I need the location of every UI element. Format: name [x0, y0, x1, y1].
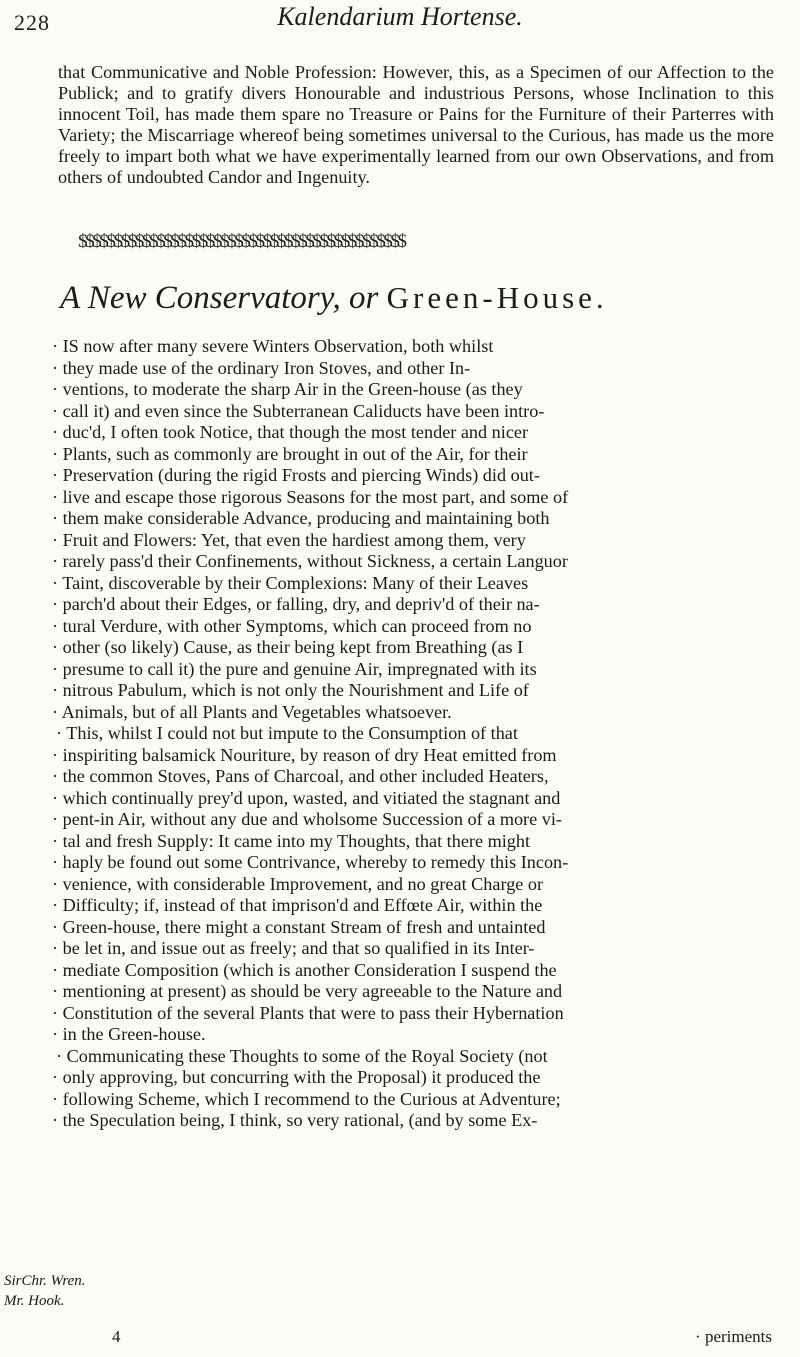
text-line: · nitrous Pabulum, which is not only the Nourishment and Life of: [52, 680, 529, 700]
catchword: · periments: [695, 1327, 772, 1346]
ornament-rule: $$$$$$$$$$$$$$$$$$$$$$$$$$$$$$$$$$$$$$$$$$$$$$: [78, 231, 405, 252]
text-line: · duc'd, I often took Notice, that though the most tender and nicer: [52, 422, 529, 442]
body-text: [52, 336, 782, 1132]
text-line: · mentioning at present) as should be very agreeable to the Nature and: [52, 981, 563, 1001]
text-line: · Preservation (during the rigid Frosts and piercing Winds) did out-: [52, 465, 540, 485]
section-title-caps: Green-House.: [386, 280, 608, 315]
text-line: · haply be found out some Contrivance, whereby to remedy this Incon-: [52, 852, 569, 872]
text-line: · the Speculation being, I think, so very rational, (and by some Ex-: [52, 1110, 538, 1130]
text-line: · inspiriting balsamick Nouriture, by reason of dry Heat emitted from: [52, 744, 557, 765]
text-line: · following Scheme, which I recommend to the Curious at Adventure;: [52, 1088, 561, 1109]
text-line: · Green-house, there might a constant Stream of fresh and untainted: [52, 916, 546, 937]
text-line: · which continually prey'd upon, wasted, and vitiated the stagnant and: [52, 787, 561, 808]
text-line: · Fruit and Flowers: Yet, that even the hardiest among them, very: [52, 529, 526, 550]
signature-mark: 4: [112, 1327, 121, 1346]
text-line: · rarely pass'd their Confinements, without Sickness, a certain Languor: [52, 551, 568, 571]
text-line: · tal and fresh Supply: It came into my Thoughts, that there might: [52, 830, 531, 851]
text-line: · ventions, to moderate the sharp Air in the Green-house (as they: [52, 379, 523, 399]
text-line: · Animals, but of all Plants and Vegetables whatsoever.: [52, 701, 452, 722]
text-line: · venience, with considerable Improvement, and no great Charge or: [52, 873, 544, 894]
text-line: · them make considerable Advance, producing and maintaining both: [52, 508, 550, 528]
text-line: · IS now after many severe Winters Observation, both whilst: [52, 336, 494, 356]
text-line: · Constitution of the several Plants that were to pass their Hybernation: [52, 1002, 564, 1023]
text-line: · Plants, such as commonly are brought in out of the Air, for their: [52, 443, 528, 464]
margin-note-hook: Mr. Hook.: [4, 1293, 65, 1309]
text-line: · they made use of the ordinary Iron Stoves, and other In-: [52, 357, 471, 378]
text-line: · mediate Composition (which is another Consideration I suspend the: [52, 959, 557, 980]
text-line: · Taint, discoverable by their Complexions: Many of their Leaves: [52, 572, 529, 593]
text-line: · be let in, and issue out as freely; and that so qualified in its Inter-: [52, 938, 535, 958]
text-line: · presume to call it) the pure and genuine Air, impregnated with its: [52, 658, 537, 679]
text-line: · parch'd about their Edges, or falling, dry, and depriv'd of their na-: [52, 594, 540, 614]
text-line: · other (so likely) Cause, as their being kept from Breathing (as I: [52, 637, 524, 657]
text-line: · call it) and even since the Subterranean Caliducts have been intro-: [52, 400, 545, 421]
text-line: · This, whilst I could not but impute to the Consumption of that: [56, 723, 518, 743]
section-title: [60, 280, 780, 317]
text-line: · in the Green-house.: [52, 1024, 206, 1044]
text-line: · the common Stoves, Pans of Charcoal, and other included Heaters,: [52, 766, 549, 786]
running-head: Kalendarium Hortense.: [277, 2, 523, 31]
text-line: · only approving, but concurring with the Proposal) it produced the: [52, 1067, 541, 1087]
margin-note-wren: SirChr. Wren.: [4, 1273, 86, 1289]
page-number: 228: [14, 10, 50, 35]
text-line: · Communicating these Thoughts to some of the Royal Society (not: [56, 1045, 548, 1066]
section-title-italic: A New Conservatory, or: [60, 280, 387, 316]
top-paragraph: that Communicative and Noble Profession: However, this, as a Specimen of our Affection to the Publick; and to gratify divers Honourable and industrious Persons, whose Inclination to this innocent Toil, has made them spare no Treasure or Pains for the Furniture of their Parterres with Variety; the Miscarriage whereof being sometimes universal to the Curious, has made us the more freely to impart both what we have experimentally learned from our own Observations, and from others of undoubted Candor and Ingenuity.: [58, 62, 774, 187]
text-line: · live and escape those rigorous Seasons for the most part, and some of: [52, 486, 569, 507]
text-line: · pent-in Air, without any due and wholsome Succession of a more vi-: [52, 809, 562, 829]
text-line: · Difficulty; if, instead of that imprison'd and Effœte Air, within the: [52, 895, 543, 915]
text-line: · tural Verdure, with other Symptoms, which can proceed from no: [52, 615, 532, 636]
